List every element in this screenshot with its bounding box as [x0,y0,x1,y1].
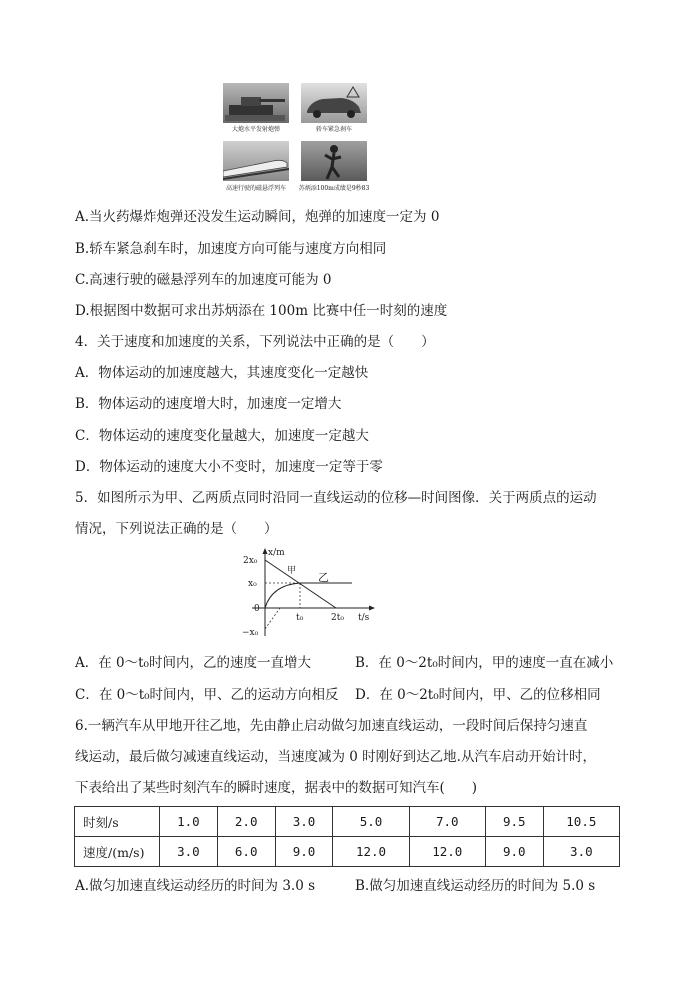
q3-option-a: A.当火药爆炸炮弹还没发生运动瞬间，炮弹的加速度一定为 0 [75,209,440,225]
q5-option-a: A．在 0～t₀时间内，乙的速度一直增大 [75,655,311,671]
table-cell: 5.0 [333,807,409,837]
q6-stem-line1: 6.一辆汽车从甲地开往乙地，先由静止启动做匀加速直线运动，一段时间后保持匀速直 [75,718,588,734]
x-tick-t0: t₀ [296,613,304,623]
car-image-icon [301,83,367,123]
series-yi-curve [265,583,300,608]
table-cell: 9.0 [275,837,333,867]
table-row [75,837,620,867]
q6-stem-line2: 线运动，最后做匀减速直线运动，当速度减为 0 时刚好到达乙地.从汽车启动开始计时， [75,749,596,765]
caption-runner: 苏炳添100m成绩是9秒83 [298,185,370,192]
y-tick-0: 0 [254,604,260,614]
caption-maglev: 高速行驶的磁悬浮列车 [225,185,286,192]
photo-figure [221,83,371,195]
series-label-yi: 乙 [318,571,329,584]
table-cell: 6.0 [217,837,275,867]
x-axis-label: t/s [358,613,370,623]
table-cell: 12.0 [409,837,485,867]
q6-option-b: B.做匀加速直线运动经历的时间为 5.0 s [355,878,596,894]
q3-option-d: D.根据图中数据可求出苏炳添在 100m 比赛中任一时刻的速度 [75,303,448,319]
table-cell: 7.0 [409,807,485,837]
table-cell: 9.5 [485,807,543,837]
table-cell: 10.5 [543,807,619,837]
row-header-speed: 速度/(m/s) [75,837,160,867]
train-image-icon [223,141,289,181]
q5-option-d: D．在 0～2t₀时间内，甲、乙的位移相同 [355,687,601,703]
series-jia-line [265,560,336,608]
table-row [75,807,620,837]
y-tick-neg-x0: −x₀ [242,628,259,638]
x-axis-arrow [369,606,375,611]
runner-photo [301,141,367,181]
table-cell: 12.0 [333,837,409,867]
y-tick-2x0: 2x₀ [243,556,258,566]
tank-photo [223,83,289,123]
q4-stem: 4．关于速度和加速度的关系，下列说法中正确的是（ ） [75,334,435,350]
table-cell: 3.0 [160,837,218,867]
tank-image-icon [223,83,289,123]
table-cell: 2.0 [217,807,275,837]
position-time-graph [240,545,380,640]
car-photo [301,83,367,123]
y-tick-x0: x₀ [248,579,257,589]
maglev-photo [223,141,289,181]
runner-image-icon [301,141,367,181]
q6-option-a: A.做匀加速直线运动经历的时间为 3.0 s [75,878,316,894]
q3-option-b: B.轿车紧急刹车时，加速度方向可能与速度方向相同 [75,241,387,257]
caption-car: 轿车紧急刹车 [315,126,352,133]
q4-option-a: A．物体运动的加速度越大，其速度变化一定越快 [75,365,369,381]
speed-table [74,806,620,867]
x-tick-2t0: 2t₀ [331,613,344,623]
q6-stem-line3: 下表给出了某些时刻汽车的瞬时速度，据表中的数据可知汽车( ) [75,780,478,796]
caption-tank: 大炮水平发射炮弹 [231,126,280,133]
q5-option-b: B．在 0～2t₀时间内，甲的速度一直在减小 [355,655,614,671]
yi-asymptote [265,608,280,629]
y-axis-arrow [263,548,268,554]
q4-option-c: C．物体运动的速度变化量越大，加速度一定越大 [75,428,369,444]
table-cell: 1.0 [160,807,218,837]
y-axis-label: x/m [268,548,285,558]
table-cell: 9.0 [485,837,543,867]
q5-stem-line1: 5．如图所示为甲、乙两质点同时沿同一直线运动的位移—时间图像．关于两质点的运动 [75,490,597,506]
q4-option-b: B．物体运动的速度增大时，加速度一定增大 [75,396,342,412]
q4-option-d: D．物体运动的速度大小不变时，加速度一定等于零 [75,459,383,475]
q5-option-c: C．在 0～t₀时间内，甲、乙的运动方向相反 [75,687,339,703]
table-cell: 3.0 [543,837,619,867]
series-label-jia: 甲 [287,566,297,576]
table-cell: 3.0 [275,807,333,837]
row-header-time: 时刻/s [75,807,160,837]
q5-stem-line2: 情况，下列说法正确的是（ ） [75,521,278,537]
q3-option-c: C.高速行驶的磁悬浮列车的加速度可能为 0 [75,272,332,288]
